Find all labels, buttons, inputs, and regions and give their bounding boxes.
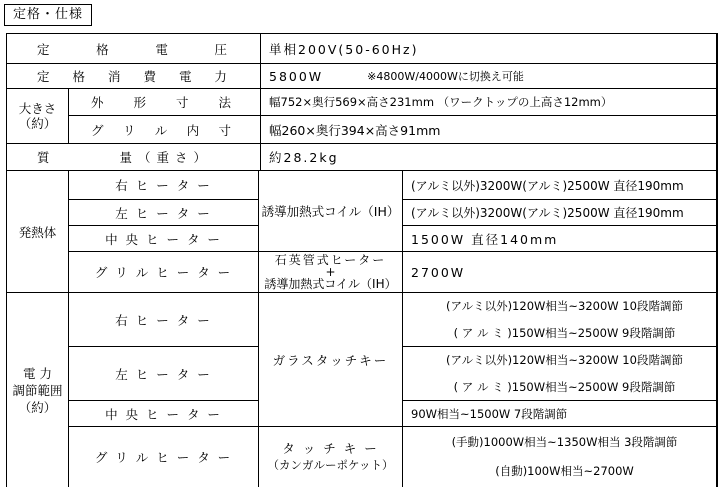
power-glass-touch-key: ガラスタッチキー	[258, 292, 402, 426]
rated-power-note: ※4800W/4000Wに切換え可能	[367, 70, 524, 83]
power-touch-key: タ ッ チ キ ー （カンガルーポケット）	[258, 426, 402, 487]
size-outer-label: 外 形 寸 法	[68, 88, 260, 115]
power-grill-values: (手動)1000W相当~1350W相当 3段階調節 (自動)100W相当~2700W	[402, 426, 718, 487]
heating-grill-label: グ リ ル ヒ ー タ ー	[68, 251, 258, 292]
rated-voltage-label: 定 格 電 圧	[6, 33, 260, 63]
weight-label: 質 量（重さ）	[6, 143, 260, 170]
size-grill-value: 幅260×奥行394×高さ91mm	[260, 115, 718, 143]
heating-grill-value: 2700W	[402, 251, 718, 292]
heating-right-label: 右 ヒ ー タ ー	[68, 170, 258, 199]
rated-power-value: 5800W ※4800W/4000Wに切換え可能	[260, 63, 718, 88]
section-title: 定格・仕様	[4, 4, 92, 26]
power-center-value: 90W相当~1500W 7段階調節	[402, 400, 718, 426]
heating-grill-type: 石英管式ヒーター + 誘導加熱式コイル（IH）	[258, 251, 402, 292]
heating-right-value: (アルミ以外)3200W(アルミ)2500W 直径190mm	[402, 170, 718, 199]
rated-power-label: 定 格 消 費 電 力	[6, 63, 260, 88]
heating-left-label: 左 ヒ ー タ ー	[68, 199, 258, 225]
heating-center-label: 中 央 ヒ ー タ ー	[68, 225, 258, 251]
power-adjust-group-label: 電 力 調節範囲 （約）	[6, 292, 68, 487]
power-right-values: (アルミ以外)120W相当~3200W 10段階調節 ( ア ル ミ )150W相当~2500W 9段階調節	[402, 292, 718, 346]
power-center-label: 中 央 ヒ ー タ ー	[68, 400, 258, 426]
rated-voltage-value: 単相200V(50-60Hz)	[260, 33, 718, 63]
power-left-label: 左 ヒ ー タ ー	[68, 346, 258, 400]
heating-ih-coil: 誘導加熱式コイル（IH）	[258, 170, 402, 251]
weight-value: 約28.2kg	[260, 143, 718, 170]
power-right-label: 右 ヒ ー タ ー	[68, 292, 258, 346]
heating-center-value: 1500W 直径140mm	[402, 225, 718, 251]
heating-left-value: (アルミ以外)3200W(アルミ)2500W 直径190mm	[402, 199, 718, 225]
heating-group-label: 発熱体	[6, 170, 68, 292]
size-group-label: 大きさ （約）	[6, 88, 68, 143]
power-left-values: (アルミ以外)120W相当~3200W 10段階調節 ( ア ル ミ )150W相当~2500W 9段階調節	[402, 346, 718, 400]
power-grill-label: グ リ ル ヒ ー タ ー	[68, 426, 258, 487]
size-outer-value: 幅752×奥行569×高さ231mm （ワークトップの上高さ12mm）	[260, 88, 718, 115]
size-grill-label: グ リ ル 内 寸	[68, 115, 260, 143]
